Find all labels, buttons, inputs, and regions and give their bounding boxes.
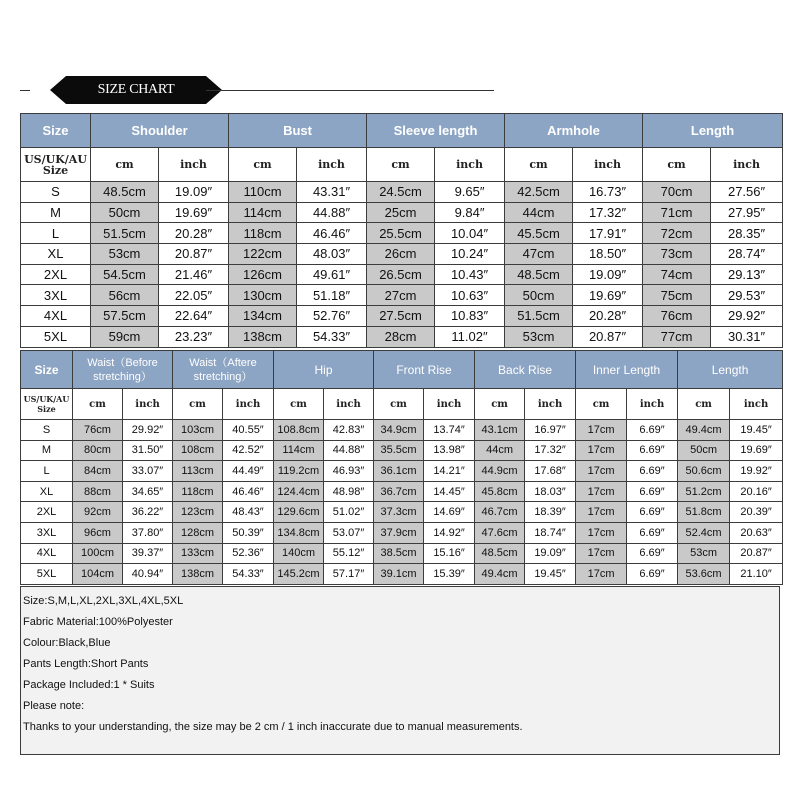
inch-value-cell: 10.83″: [435, 306, 505, 327]
inch-value-cell: 18.03″: [525, 481, 576, 502]
table-row: [21, 285, 783, 306]
inch-value-cell: 10.24″: [435, 244, 505, 265]
unit-inch: inch: [573, 148, 643, 182]
unit-inch: inch: [223, 389, 274, 420]
unit-cm: cm: [73, 389, 123, 420]
inch-value-cell: 10.63″: [435, 285, 505, 306]
note-package: Package Included:1 * Suits: [23, 679, 155, 691]
cm-value-cell: 53cm: [678, 543, 730, 564]
header-front-rise: Front Rise: [374, 351, 475, 389]
cm-value-cell: 44.9cm: [475, 461, 525, 482]
cm-value-cell: 51.5cm: [91, 223, 159, 244]
cm-value-cell: 57.5cm: [91, 306, 159, 327]
inch-value-cell: 6.69″: [627, 481, 678, 502]
table-row: [21, 202, 783, 223]
inch-value-cell: 11.02″: [435, 326, 505, 347]
inch-value-cell: 39.37″: [123, 543, 173, 564]
bottom-size-table: [20, 350, 783, 585]
top-unit-row: [21, 148, 783, 182]
inch-value-cell: 23.23″: [159, 326, 229, 347]
inch-value-cell: 52.76″: [297, 306, 367, 327]
cm-value-cell: 122cm: [229, 244, 297, 265]
header-waist-before: Waist（Before stretching）: [73, 351, 173, 389]
unit-inch: inch: [123, 389, 173, 420]
cm-value-cell: 128cm: [173, 522, 223, 543]
inch-value-cell: 9.84″: [435, 202, 505, 223]
header-size: Size: [21, 351, 73, 389]
header-length: Length: [678, 351, 783, 389]
unit-inch: inch: [627, 389, 678, 420]
inch-value-cell: 15.16″: [424, 543, 475, 564]
cm-value-cell: 48.5cm: [475, 543, 525, 564]
size-cell: XL: [21, 481, 73, 502]
inch-value-cell: 29.92″: [123, 420, 173, 441]
table-row: [21, 306, 783, 327]
unit-cm: cm: [678, 389, 730, 420]
inch-value-cell: 20.28″: [573, 306, 643, 327]
cm-value-cell: 56cm: [91, 285, 159, 306]
inch-value-cell: 44.88″: [324, 440, 374, 461]
cm-value-cell: 138cm: [229, 326, 297, 347]
inch-value-cell: 19.69″: [159, 202, 229, 223]
inch-value-cell: 33.07″: [123, 461, 173, 482]
cm-value-cell: 76cm: [73, 420, 123, 441]
cm-value-cell: 92cm: [73, 502, 123, 523]
cm-value-cell: 123cm: [173, 502, 223, 523]
inch-value-cell: 28.74″: [711, 244, 783, 265]
size-cell: 2XL: [21, 264, 91, 285]
inch-value-cell: 48.43″: [223, 502, 274, 523]
size-cell: 4XL: [21, 543, 73, 564]
inch-value-cell: 43.31″: [297, 182, 367, 203]
cm-value-cell: 129.6cm: [274, 502, 324, 523]
note-sizes: Size:S,M,L,XL,2XL,3XL,4XL,5XL: [23, 595, 184, 607]
size-region-label: US/UK/AU Size: [21, 148, 91, 182]
inch-value-cell: 20.87″: [573, 326, 643, 347]
unit-cm: cm: [505, 148, 573, 182]
inch-value-cell: 18.50″: [573, 244, 643, 265]
cm-value-cell: 51.2cm: [678, 481, 730, 502]
inch-value-cell: 46.46″: [223, 481, 274, 502]
inch-value-cell: 19.69″: [730, 440, 783, 461]
inch-value-cell: 29.53″: [711, 285, 783, 306]
size-region-label: US/UK/AU Size: [21, 389, 73, 420]
cm-value-cell: 51.5cm: [505, 306, 573, 327]
table-row: [21, 182, 783, 203]
bottom-header-row: [21, 351, 783, 389]
inch-value-cell: 19.92″: [730, 461, 783, 482]
cm-value-cell: 50.6cm: [678, 461, 730, 482]
inch-value-cell: 6.69″: [627, 502, 678, 523]
inch-value-cell: 30.31″: [711, 326, 783, 347]
table-row: [21, 543, 783, 564]
cm-value-cell: 134cm: [229, 306, 297, 327]
inch-value-cell: 18.39″: [525, 502, 576, 523]
inch-value-cell: 50.39″: [223, 522, 274, 543]
cm-value-cell: 88cm: [73, 481, 123, 502]
unit-inch: inch: [435, 148, 505, 182]
banner-rule-right: [206, 90, 494, 91]
cm-value-cell: 25.5cm: [367, 223, 435, 244]
size-chart-banner: [20, 74, 780, 108]
inch-value-cell: 31.50″: [123, 440, 173, 461]
cm-value-cell: 118cm: [229, 223, 297, 244]
cm-value-cell: 73cm: [643, 244, 711, 265]
bottom-unit-row: [21, 389, 783, 420]
cm-value-cell: 134.8cm: [274, 522, 324, 543]
cm-value-cell: 130cm: [229, 285, 297, 306]
cm-value-cell: 54.5cm: [91, 264, 159, 285]
cm-value-cell: 145.2cm: [274, 564, 324, 585]
product-notes: [20, 586, 780, 755]
inch-value-cell: 42.52″: [223, 440, 274, 461]
header-bust: Bust: [229, 114, 367, 148]
inch-value-cell: 6.69″: [627, 440, 678, 461]
cm-value-cell: 84cm: [73, 461, 123, 482]
cm-value-cell: 27cm: [367, 285, 435, 306]
unit-inch: inch: [159, 148, 229, 182]
inch-value-cell: 28.35″: [711, 223, 783, 244]
cm-value-cell: 96cm: [73, 522, 123, 543]
inch-value-cell: 14.45″: [424, 481, 475, 502]
inch-value-cell: 20.87″: [730, 543, 783, 564]
cm-value-cell: 39.1cm: [374, 564, 424, 585]
inch-value-cell: 6.69″: [627, 522, 678, 543]
cm-value-cell: 77cm: [643, 326, 711, 347]
inch-value-cell: 19.09″: [159, 182, 229, 203]
cm-value-cell: 124.4cm: [274, 481, 324, 502]
header-back-rise: Back Rise: [475, 351, 576, 389]
table-row: [21, 440, 783, 461]
inch-value-cell: 20.39″: [730, 502, 783, 523]
cm-value-cell: 114cm: [274, 440, 324, 461]
header-hip: Hip: [274, 351, 374, 389]
cm-value-cell: 71cm: [643, 202, 711, 223]
inch-value-cell: 46.93″: [324, 461, 374, 482]
banner-title: SIZE CHART: [66, 76, 206, 104]
size-cell: S: [21, 420, 73, 441]
inch-value-cell: 6.69″: [627, 564, 678, 585]
header-shoulder: Shoulder: [91, 114, 229, 148]
size-cell: XL: [21, 244, 91, 265]
unit-cm: cm: [173, 389, 223, 420]
note-pants-length: Pants Length:Short Pants: [23, 658, 149, 670]
cm-value-cell: 17cm: [576, 502, 627, 523]
size-cell: L: [21, 461, 73, 482]
unit-cm: cm: [475, 389, 525, 420]
inch-value-cell: 44.49″: [223, 461, 274, 482]
inch-value-cell: 14.69″: [424, 502, 475, 523]
inch-value-cell: 40.55″: [223, 420, 274, 441]
inch-value-cell: 52.36″: [223, 543, 274, 564]
cm-value-cell: 47.6cm: [475, 522, 525, 543]
bottom-table-body: [21, 420, 783, 585]
cm-value-cell: 17cm: [576, 522, 627, 543]
inch-value-cell: 29.92″: [711, 306, 783, 327]
cm-value-cell: 119.2cm: [274, 461, 324, 482]
note-fabric: Fabric Material:100%Polyester: [23, 616, 173, 628]
inch-value-cell: 16.97″: [525, 420, 576, 441]
header-armhole: Armhole: [505, 114, 643, 148]
inch-value-cell: 48.98″: [324, 481, 374, 502]
unit-inch: inch: [711, 148, 783, 182]
inch-value-cell: 20.63″: [730, 522, 783, 543]
banner-notch-left: [50, 76, 66, 104]
inch-value-cell: 21.10″: [730, 564, 783, 585]
inch-value-cell: 46.46″: [297, 223, 367, 244]
table-row: [21, 420, 783, 441]
inch-value-cell: 17.32″: [573, 202, 643, 223]
cm-value-cell: 17cm: [576, 420, 627, 441]
cm-value-cell: 49.4cm: [475, 564, 525, 585]
table-row: [21, 461, 783, 482]
cm-value-cell: 103cm: [173, 420, 223, 441]
size-cell: S: [21, 182, 91, 203]
header-size: Size: [21, 114, 91, 148]
table-row: [21, 502, 783, 523]
table-row: [21, 522, 783, 543]
inch-value-cell: 17.91″: [573, 223, 643, 244]
top-table-body: [21, 182, 783, 348]
cm-value-cell: 17cm: [576, 543, 627, 564]
inch-value-cell: 19.09″: [525, 543, 576, 564]
cm-value-cell: 42.5cm: [505, 182, 573, 203]
cm-value-cell: 52.4cm: [678, 522, 730, 543]
inch-value-cell: 14.92″: [424, 522, 475, 543]
inch-value-cell: 54.33″: [223, 564, 274, 585]
inch-value-cell: 22.64″: [159, 306, 229, 327]
inch-value-cell: 20.28″: [159, 223, 229, 244]
inch-value-cell: 10.04″: [435, 223, 505, 244]
unit-cm: cm: [643, 148, 711, 182]
size-cell: M: [21, 202, 91, 223]
size-cell: 3XL: [21, 522, 73, 543]
note-measurement-disclaimer: Thanks to your understanding, the size may be 2 cm / 1 inch inaccurate due to manual measurements.: [23, 721, 523, 733]
cm-value-cell: 118cm: [173, 481, 223, 502]
table-row: [21, 481, 783, 502]
cm-value-cell: 38.5cm: [374, 543, 424, 564]
cm-value-cell: 45.5cm: [505, 223, 573, 244]
header-waist-after: Waist（Aftere stretching）: [173, 351, 274, 389]
top-header-row: [21, 114, 783, 148]
cm-value-cell: 25cm: [367, 202, 435, 223]
cm-value-cell: 53.6cm: [678, 564, 730, 585]
inch-value-cell: 16.73″: [573, 182, 643, 203]
inch-value-cell: 27.56″: [711, 182, 783, 203]
unit-cm: cm: [576, 389, 627, 420]
cm-value-cell: 59cm: [91, 326, 159, 347]
cm-value-cell: 47cm: [505, 244, 573, 265]
inch-value-cell: 13.74″: [424, 420, 475, 441]
cm-value-cell: 43.1cm: [475, 420, 525, 441]
cm-value-cell: 80cm: [73, 440, 123, 461]
inch-value-cell: 10.43″: [435, 264, 505, 285]
cm-value-cell: 108.8cm: [274, 420, 324, 441]
cm-value-cell: 70cm: [643, 182, 711, 203]
cm-value-cell: 17cm: [576, 481, 627, 502]
cm-value-cell: 17cm: [576, 461, 627, 482]
inch-value-cell: 6.69″: [627, 420, 678, 441]
inch-value-cell: 27.95″: [711, 202, 783, 223]
cm-value-cell: 100cm: [73, 543, 123, 564]
size-cell: 4XL: [21, 306, 91, 327]
inch-value-cell: 15.39″: [424, 564, 475, 585]
cm-value-cell: 51.8cm: [678, 502, 730, 523]
inch-value-cell: 34.65″: [123, 481, 173, 502]
inch-value-cell: 19.45″: [730, 420, 783, 441]
cm-value-cell: 114cm: [229, 202, 297, 223]
inch-value-cell: 48.03″: [297, 244, 367, 265]
inch-value-cell: 51.18″: [297, 285, 367, 306]
unit-cm: cm: [91, 148, 159, 182]
unit-inch: inch: [297, 148, 367, 182]
header-length: Length: [643, 114, 783, 148]
cm-value-cell: 133cm: [173, 543, 223, 564]
inch-value-cell: 18.74″: [525, 522, 576, 543]
cm-value-cell: 44cm: [505, 202, 573, 223]
cm-value-cell: 36.1cm: [374, 461, 424, 482]
unit-inch: inch: [525, 389, 576, 420]
cm-value-cell: 26cm: [367, 244, 435, 265]
size-cell: M: [21, 440, 73, 461]
inch-value-cell: 49.61″: [297, 264, 367, 285]
unit-inch: inch: [424, 389, 475, 420]
inch-value-cell: 17.32″: [525, 440, 576, 461]
unit-cm: cm: [274, 389, 324, 420]
size-cell: 5XL: [21, 564, 73, 585]
cm-value-cell: 76cm: [643, 306, 711, 327]
size-cell: 2XL: [21, 502, 73, 523]
inch-value-cell: 9.65″: [435, 182, 505, 203]
inch-value-cell: 22.05″: [159, 285, 229, 306]
inch-value-cell: 19.09″: [573, 264, 643, 285]
cm-value-cell: 104cm: [73, 564, 123, 585]
inch-value-cell: 21.46″: [159, 264, 229, 285]
cm-value-cell: 26.5cm: [367, 264, 435, 285]
unit-inch: inch: [324, 389, 374, 420]
cm-value-cell: 44cm: [475, 440, 525, 461]
size-cell: 3XL: [21, 285, 91, 306]
cm-value-cell: 17cm: [576, 564, 627, 585]
inch-value-cell: 57.17″: [324, 564, 374, 585]
cm-value-cell: 126cm: [229, 264, 297, 285]
inch-value-cell: 40.94″: [123, 564, 173, 585]
cm-value-cell: 46.7cm: [475, 502, 525, 523]
cm-value-cell: 48.5cm: [505, 264, 573, 285]
inch-value-cell: 54.33″: [297, 326, 367, 347]
inch-value-cell: 42.83″: [324, 420, 374, 441]
cm-value-cell: 28cm: [367, 326, 435, 347]
cm-value-cell: 75cm: [643, 285, 711, 306]
inch-value-cell: 19.69″: [573, 285, 643, 306]
cm-value-cell: 37.3cm: [374, 502, 424, 523]
unit-cm: cm: [229, 148, 297, 182]
inch-value-cell: 36.22″: [123, 502, 173, 523]
cm-value-cell: 50cm: [678, 440, 730, 461]
cm-value-cell: 24.5cm: [367, 182, 435, 203]
inch-value-cell: 6.69″: [627, 543, 678, 564]
inch-value-cell: 17.68″: [525, 461, 576, 482]
inch-value-cell: 53.07″: [324, 522, 374, 543]
cm-value-cell: 48.5cm: [91, 182, 159, 203]
size-cell: 5XL: [21, 326, 91, 347]
inch-value-cell: 14.21″: [424, 461, 475, 482]
cm-value-cell: 37.9cm: [374, 522, 424, 543]
table-row: [21, 244, 783, 265]
cm-value-cell: 72cm: [643, 223, 711, 244]
cm-value-cell: 27.5cm: [367, 306, 435, 327]
inch-value-cell: 29.13″: [711, 264, 783, 285]
cm-value-cell: 74cm: [643, 264, 711, 285]
cm-value-cell: 49.4cm: [678, 420, 730, 441]
inch-value-cell: 19.45″: [525, 564, 576, 585]
cm-value-cell: 45.8cm: [475, 481, 525, 502]
inch-value-cell: 20.87″: [159, 244, 229, 265]
table-row: [21, 564, 783, 585]
cm-value-cell: 140cm: [274, 543, 324, 564]
cm-value-cell: 138cm: [173, 564, 223, 585]
cm-value-cell: 50cm: [91, 202, 159, 223]
unit-cm: cm: [367, 148, 435, 182]
header-sleeve-length: Sleeve length: [367, 114, 505, 148]
inch-value-cell: 51.02″: [324, 502, 374, 523]
table-row: [21, 223, 783, 244]
cm-value-cell: 53cm: [505, 326, 573, 347]
table-row: [21, 264, 783, 285]
table-row: [21, 326, 783, 347]
inch-value-cell: 6.69″: [627, 461, 678, 482]
size-cell: L: [21, 223, 91, 244]
inch-value-cell: 44.88″: [297, 202, 367, 223]
header-inner-length: Inner Length: [576, 351, 678, 389]
cm-value-cell: 17cm: [576, 440, 627, 461]
banner-rule-left: [20, 90, 30, 91]
cm-value-cell: 108cm: [173, 440, 223, 461]
cm-value-cell: 36.7cm: [374, 481, 424, 502]
cm-value-cell: 50cm: [505, 285, 573, 306]
top-size-table: [20, 113, 783, 348]
cm-value-cell: 110cm: [229, 182, 297, 203]
unit-inch: inch: [730, 389, 783, 420]
inch-value-cell: 37.80″: [123, 522, 173, 543]
unit-cm: cm: [374, 389, 424, 420]
cm-value-cell: 34.9cm: [374, 420, 424, 441]
cm-value-cell: 53cm: [91, 244, 159, 265]
inch-value-cell: 13.98″: [424, 440, 475, 461]
inch-value-cell: 20.16″: [730, 481, 783, 502]
cm-value-cell: 35.5cm: [374, 440, 424, 461]
inch-value-cell: 55.12″: [324, 543, 374, 564]
cm-value-cell: 113cm: [173, 461, 223, 482]
note-please-note: Please note:: [23, 700, 85, 712]
note-colour: Colour:Black,Blue: [23, 637, 111, 649]
